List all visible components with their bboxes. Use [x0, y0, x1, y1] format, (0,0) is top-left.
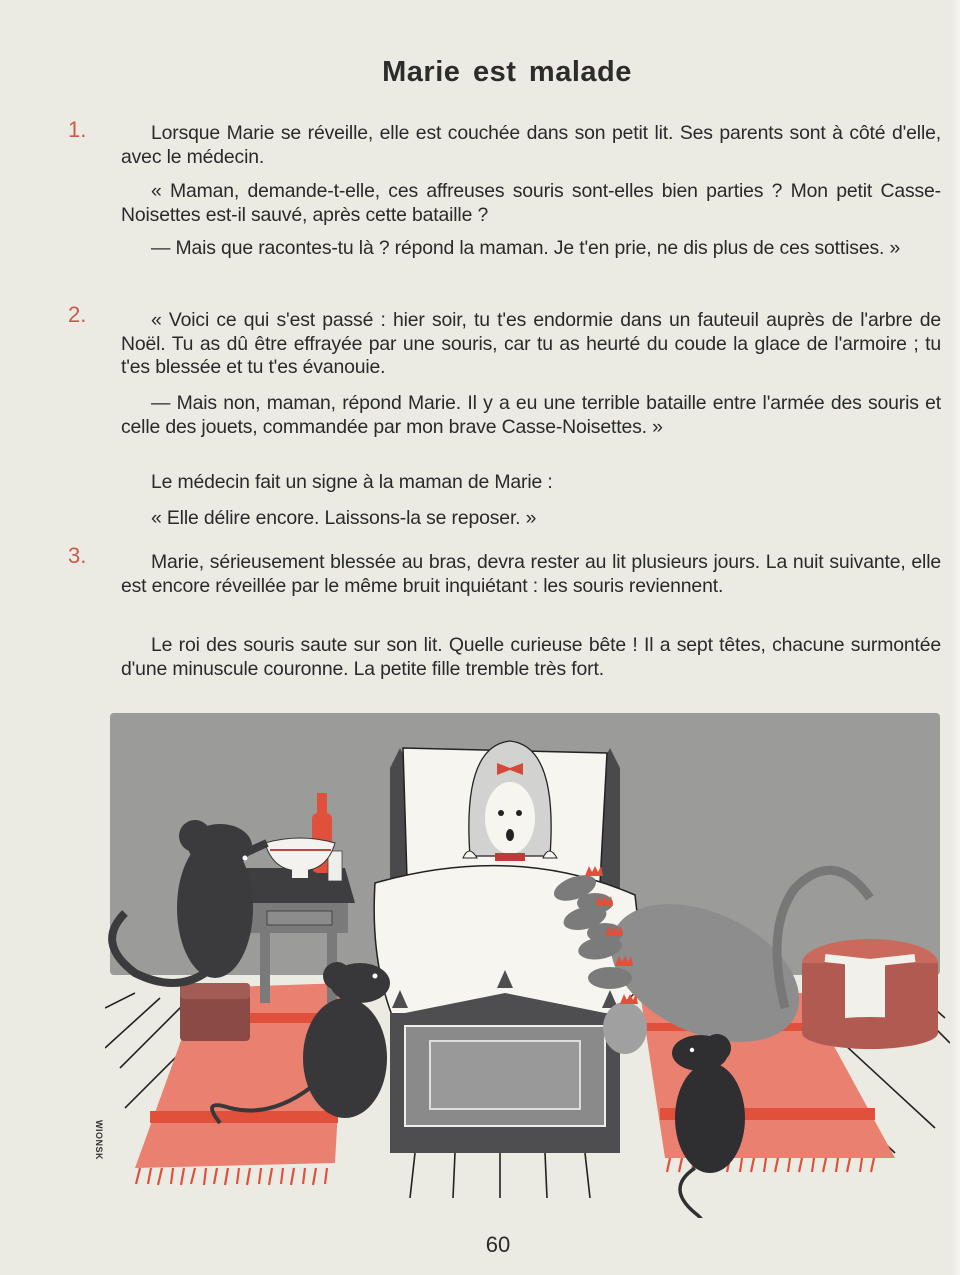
- paragraph: [121, 551, 941, 598]
- paragraph: [121, 471, 941, 495]
- paragraph: [121, 309, 941, 380]
- striped-pouf: [802, 939, 938, 1049]
- paragraph-text: « Maman, demande-t-elle, ces affreuses souris sont-elles bien parties ? Mon petit Casse-Noisettes est-il sauvé, après cette bataille ?: [121, 180, 941, 226]
- paragraph: [121, 507, 941, 531]
- section-number: 1.: [68, 117, 87, 142]
- footstool: [180, 983, 250, 1041]
- section-number: 2.: [68, 302, 87, 327]
- paragraph-text: « Elle délire encore. Laissons-la se reposer. »: [151, 507, 537, 529]
- page-number: 60: [485, 1232, 511, 1257]
- paragraph: [121, 634, 941, 681]
- paragraph: [121, 392, 941, 439]
- paragraph-text: Le roi des souris saute sur son lit. Quelle curieuse bête ! Il a sept têtes, chacune surmontée d'une minuscule couronne. La petite fille tremble très fort.: [121, 634, 941, 680]
- page-title: Marie est malade: [382, 56, 632, 88]
- paragraph-text: Lorsque Marie se réveille, elle est couchée dans son petit lit. Ses parents sont à côté d'elle, avec le médecin.: [121, 122, 941, 168]
- paragraph-text: — Mais que racontes-tu là ? répond la maman. Je t'en prie, ne dis plus de ces sottises. »: [151, 237, 901, 259]
- paragraph: [121, 180, 941, 227]
- illustration: [105, 708, 950, 1218]
- paragraph-text: Marie, sérieusement blessée au bras, devra rester au lit plusieurs jours. La nuit suivante, elle est encore réveillée par le même bruit inquiétant : les souris reviennent.: [121, 551, 941, 597]
- page-edge: [952, 0, 960, 1275]
- paragraph-text: « Voici ce qui s'est passé : hier soir, tu t'es endormie dans un fauteuil auprès de l'arbre de Noël. Tu as dû être effrayée par une souris, car tu as heurté du coude la glace de l'armoire ; tu t'es blessée et tu t'es évanouie.: [121, 309, 941, 378]
- illustrator-signature: WIONSK: [94, 1120, 104, 1160]
- paragraph-text: Le médecin fait un signe à la maman de Marie :: [151, 471, 553, 493]
- paragraph-text: — Mais non, maman, répond Marie. Il y a eu une terrible bataille entre l'armée des souris et celle des jouets, commandée par mon brave Casse-Noisettes. »: [121, 392, 941, 438]
- paragraph: [121, 237, 941, 261]
- paragraph: [121, 122, 941, 169]
- section-number: 3.: [68, 543, 87, 568]
